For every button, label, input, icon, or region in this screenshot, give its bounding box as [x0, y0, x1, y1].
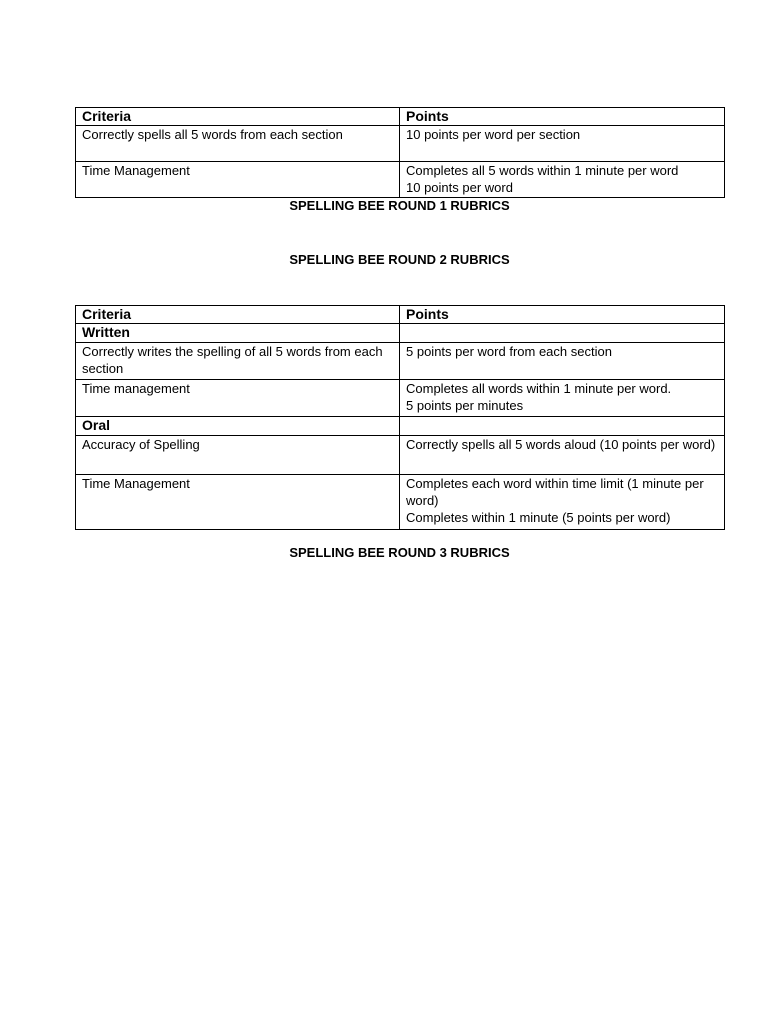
round1-caption: SPELLING BEE ROUND 1 RUBRICS [289, 198, 510, 213]
points-line: 5 points per minutes [406, 398, 524, 413]
section-title: Oral [76, 417, 400, 436]
section-empty-cell [400, 417, 725, 436]
points-cell [400, 475, 725, 530]
table-row [76, 343, 725, 380]
criteria-header: Criteria [76, 306, 400, 324]
table-header-row [76, 306, 725, 324]
table-header-row [76, 108, 725, 126]
table-row [76, 436, 725, 475]
criteria-cell: Time management [76, 380, 400, 417]
section-row-oral [76, 417, 725, 436]
round2-caption: SPELLING BEE ROUND 2 RUBRICS [289, 252, 510, 267]
points-cell [400, 162, 725, 198]
points-line: 5 points per word from each section [406, 344, 612, 359]
points-cell [400, 343, 725, 380]
points-cell [400, 126, 725, 162]
criteria-header: Criteria [76, 108, 400, 126]
criteria-cell: Correctly spells all 5 words from each section [76, 126, 400, 162]
points-header: Points [400, 306, 725, 324]
section-row-written [76, 324, 725, 343]
criteria-cell: Time Management [76, 475, 400, 530]
points-line: 10 points per word [406, 180, 513, 195]
table-row [76, 162, 725, 198]
points-line: Correctly spells all 5 words aloud (10 points per word) [406, 437, 716, 452]
criteria-cell: Time Management [76, 162, 400, 198]
points-header: Points [400, 108, 725, 126]
points-line: Completes within 1 minute (5 points per word) [406, 510, 671, 525]
points-line: Completes each word within time limit (1 minute per word) [406, 476, 704, 508]
round1-rubric-table [75, 107, 725, 198]
points-line: Completes all 5 words within 1 minute per word [406, 163, 679, 178]
table-row [76, 475, 725, 530]
criteria-cell: Correctly writes the spelling of all 5 words from each section [76, 343, 400, 380]
points-cell [400, 436, 725, 475]
points-line: 10 points per word per section [406, 127, 581, 142]
section-empty-cell [400, 324, 725, 343]
round2-rubric-table [75, 305, 725, 530]
table-row [76, 380, 725, 417]
table-row [76, 126, 725, 162]
criteria-cell: Accuracy of Spelling [76, 436, 400, 475]
points-line: Completes all words within 1 minute per word. [406, 381, 672, 396]
round3-caption: SPELLING BEE ROUND 3 RUBRICS [289, 545, 510, 560]
section-title: Written [76, 324, 400, 343]
points-cell [400, 380, 725, 417]
